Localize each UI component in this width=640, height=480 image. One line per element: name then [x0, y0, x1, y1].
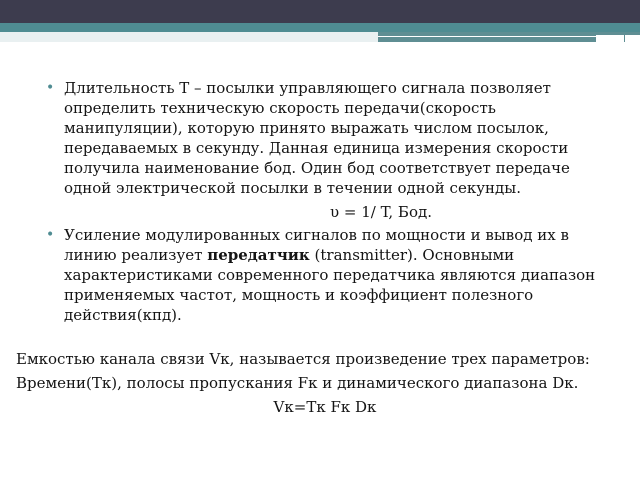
header-dark-band — [0, 0, 640, 23]
header-decor-tab — [378, 32, 640, 42]
header-light-band — [0, 32, 640, 42]
bullet-item-transmitter — [40, 225, 610, 325]
bullet-text: Усиление модулированных сигналов по мощности и вывод их в линию реализует передатчик (transmitter). Основными характеристиками современного передатчика являются диапазон применяемых частот, мощность и коэффициент полезного действия(кпд). — [64, 226, 596, 324]
formula-baud: υ = 1/ T, Бод. — [330, 203, 432, 221]
paragraph-capacity: Емкостью канала связи Vк, называется произведение трех параметров: — [16, 350, 590, 368]
paragraph-parameters: Времени(Тк), полосы пропускания Fк и динамического диапазона Dк. — [16, 374, 579, 392]
formula-capacity: Vк=Тк Fк Dк — [273, 398, 377, 416]
bullet-item-baud — [40, 78, 610, 198]
bold-term: передатчик — [207, 246, 310, 264]
bullet-dot: • — [46, 227, 55, 243]
slide-body — [16, 78, 610, 417]
bullet-text: Длительность Т – посылки управляющего сигнала позволяет определить техническую скорость передачи(скорость манипуляции), которую принято выражать числом посылок, передаваемых в секунду. Данная единица измерения скорости получила наименование бод. Один бод соответствует передаче одной электрической посылки в течении одной секунды. — [64, 79, 570, 197]
header-teal-band — [0, 23, 640, 32]
bullet-dot: • — [46, 80, 55, 96]
